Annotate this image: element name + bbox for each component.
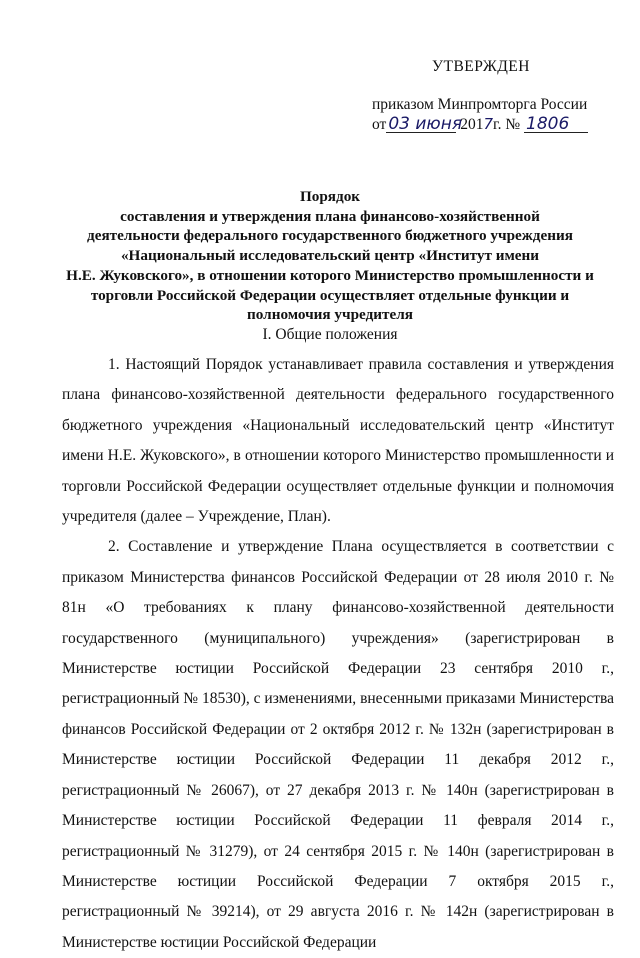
section-heading: I. Общие положения [262, 326, 398, 343]
title-line: полномочия учредителя [247, 306, 413, 324]
paragraph-2: 2. Составление и утверждение Плана осуществляется в соответствии с приказом Министерства финансов Российской Федерации от 28 июля 2010 г. № 81н «О требованиях к плану финансово-хозяйственной деятельности государственного (муниципального) учреждения» (зарегистрирован в Министерстве юстиции Российской Федерации 23 сентября 2010 г., регистрационный № 18530), с изменениями, внесенными приказами Министерства финансов Российской Федерации от 2 октября 2012 г. № 132н (зарегистрирован в Министерстве юстиции Российской Федерации 11 декабря 2012 г., регистрационный № 26067), от 27 декабря 2013 г. № 140н (зарегистрирован в Министерстве юстиции Российской Федерации 11 февраля 2014 г., регистрационный № 31279), от 24 сентября 2015 г. № 140н (зарегистрирован в Министерстве юстиции Российской Федерации 7 октября 2015 г., регистрационный № 39214), от 29 августа 2016 г. № 142н (зарегистрирован в Министерстве юстиции Российской Федерации [62, 538, 614, 951]
paragraph-1: 1. Настоящий Порядок устанавливает правила составления и утверждения плана финансово-хозяйственной деятельности федерального государственного бюджетного учреждения «Национальный исследовательский центр «Институт имени Н.Е. Жуковского», в отношении которого Министерство промышленности и торговли Российской Федерации осуществляет отдельные функции и полномочия учредителя (далее – Учреждение, План). [62, 356, 614, 526]
title-line: деятельности федерального государственного бюджетного учреждения [87, 227, 573, 245]
handwritten-year-digit: 7 [483, 115, 493, 133]
document-title [60, 187, 600, 325]
document-body [62, 350, 614, 958]
approval-order-text: приказом Минпромторга России [372, 96, 588, 113]
approval-stamp: УТВЕРЖДЕН [432, 58, 530, 75]
handwritten-order-number: 1806 [524, 116, 588, 133]
date-prefix: от [372, 116, 387, 133]
title-line: Н.Е. Жуковского», в отношении которого Министерство промышленности и [66, 266, 594, 284]
title-line: составления и утверждения плана финансово-хозяйственной [120, 207, 540, 225]
title-line: торговли Российской Федерации осуществляет отдельные функции и [90, 286, 570, 304]
title-heading: Порядок [299, 188, 361, 205]
title-line: «Национальный исследовательский центр «Институт имени [120, 247, 540, 265]
number-label: г. № [493, 116, 521, 133]
approval-date-line [372, 116, 588, 134]
year-printed: 201 [460, 116, 484, 133]
handwritten-date: 03 июня [388, 114, 463, 134]
